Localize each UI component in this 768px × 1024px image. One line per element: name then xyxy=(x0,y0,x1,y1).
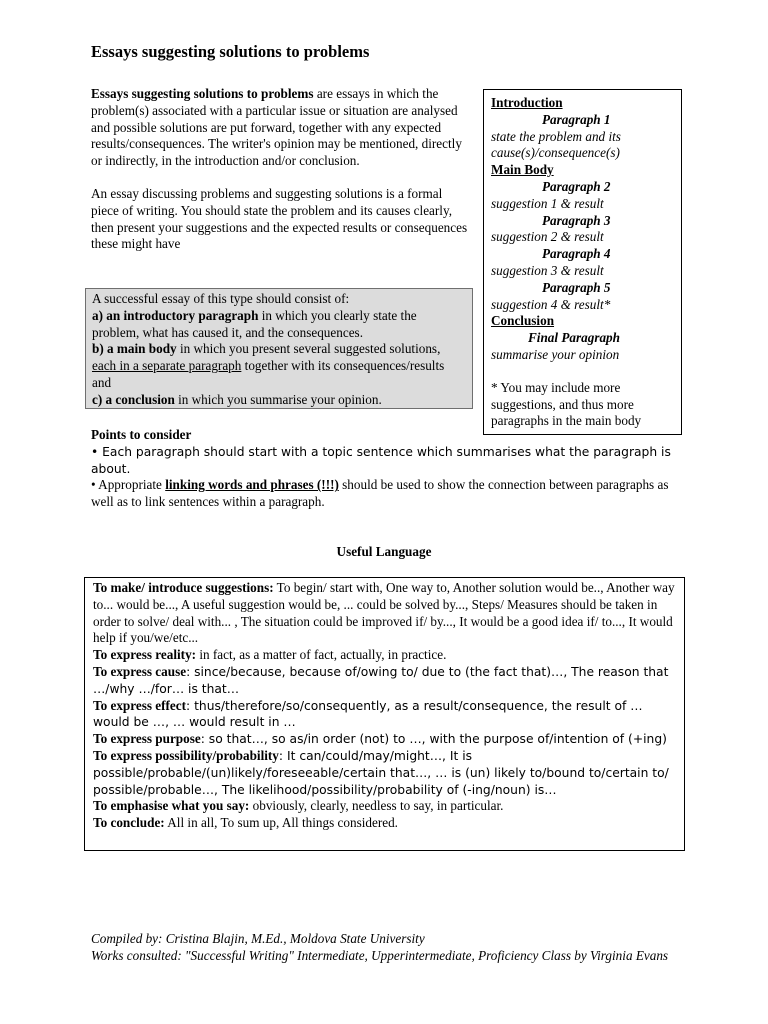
consist-b-label: b) a main body xyxy=(92,341,177,357)
footer-compiled-by: Compiled by: Cristina Blajin, M.Ed., Moldova State University xyxy=(91,931,425,946)
structure-paragraph-1: Paragraph 1 xyxy=(542,111,611,127)
consist-b-text-1: in which you present several suggested solutions, xyxy=(176,341,441,357)
consist-b-underline: each in a separate paragraph xyxy=(92,358,242,374)
structure-conclusion-heading: Conclusion xyxy=(491,313,555,329)
structure-paragraph-5: Paragraph 5 xyxy=(542,279,611,295)
footer xyxy=(91,931,691,965)
structure-final-desc: summarise your opinion xyxy=(491,346,620,362)
language-item-cause: To express cause: since/because, because of/owing to/ due to (the fact that)…, The reason that …/why …/for… is that… xyxy=(93,663,669,696)
structure-final-paragraph: Final Paragraph xyxy=(528,330,620,346)
language-item-emphasise: To emphasise what you say: obviously, clearly, needless to say, in particular. xyxy=(93,798,504,814)
language-item-reality: To express reality: in fact, as a matter of fact, actually, in practice. xyxy=(93,647,447,663)
consist-lead: A successful essay of this type should consist of: xyxy=(92,291,350,306)
footer-works-consulted: Works consulted: "Successful Writing" Intermediate, Upperintermediate, Proficiency Class by Virginia Evans xyxy=(91,947,669,963)
intro-paragraph-1 xyxy=(91,86,473,170)
points-section xyxy=(91,427,671,511)
structure-paragraph-2: Paragraph 2 xyxy=(542,178,611,194)
language-item-purpose: To express purpose: so that…, so as/in order (not) to …, with the purpose of/intention of (+ing) xyxy=(93,731,667,747)
structure-paragraph-3: Paragraph 3 xyxy=(542,212,611,228)
language-item-conclude: To conclude: All in all, To sum up, All things considered. xyxy=(93,815,398,831)
consist-c-label: c) a conclusion xyxy=(92,391,175,407)
linking-words-emphasis: linking words and phrases (!!!) xyxy=(165,477,339,493)
useful-language-box xyxy=(84,577,685,851)
essay-structure-box xyxy=(483,89,682,435)
intro-bold-term: Essays suggesting solutions to problems xyxy=(91,86,314,101)
structure-paragraph-2-desc: suggestion 1 & result xyxy=(491,195,604,211)
language-item-suggestions: To make/ introduce suggestions: To begin/ start with, One way to, Another solution would be.., Another way to... would be..., A useful suggestion would be, ... could be solved by..., Steps/ Measures should be taken in order to solve/ deal with... , The situation could be improved if/ by..., It would be a good idea if/ to..., It would help if you/we/etc... xyxy=(93,580,675,646)
intro-paragraph-2: An essay discussing problems and suggesting solutions is a formal piece of writing. You should state the problem and its causes clearly, then present your suggestions and the expected results or consequences these might have xyxy=(91,185,468,252)
structure-paragraph-3-desc: suggestion 2 & result xyxy=(491,229,604,245)
structure-paragraph-4: Paragraph 4 xyxy=(542,246,611,262)
intro-section xyxy=(91,86,473,269)
structure-paragraph-1-desc: state the problem and its cause(s)/consequence(s) xyxy=(491,128,621,161)
structure-main-body-heading: Main Body xyxy=(491,162,554,178)
essay-consist-box xyxy=(85,288,473,409)
points-bullet-2: • Appropriate linking words and phrases (!!!) should be used to show the connection between paragraphs as well as to link sentences within a paragraph. xyxy=(91,477,669,510)
useful-language-title: Useful Language xyxy=(336,544,432,559)
consist-b-text-2: together with its consequences/results and xyxy=(92,358,445,390)
language-item-possibility: To express possibility/probability: It can/could/may/might…, It is possible/probable/(un)likely/foreseeable/certain that…, … is (un) likely to/bound to/certain to/ possible/probable…, The likelihood/possibility/probability of (-ing/noun) is… xyxy=(93,747,669,797)
page-title: Essays suggesting solutions to problems xyxy=(91,42,370,61)
structure-introduction-heading: Introduction xyxy=(491,95,563,110)
consist-c-text: in which you summarise your opinion. xyxy=(174,391,382,407)
consist-a-label: a) an introductory paragraph xyxy=(92,307,259,323)
language-item-effect: To express effect: thus/therefore/so/consequently, as a result/consequence, the result of … would be …, … would result in … xyxy=(93,697,643,730)
structure-note: * You may include more suggestions, and thus more paragraphs in the main body xyxy=(491,379,642,429)
consist-a-text: in which you clearly state the problem, what has caused it, and the consequences. xyxy=(92,307,417,340)
points-bullet-1: • Each paragraph should start with a topic sentence which summarises what the paragraph is about. xyxy=(91,444,671,476)
structure-paragraph-4-desc: suggestion 3 & result xyxy=(491,262,604,278)
structure-paragraph-5-desc: suggestion 4 & result* xyxy=(491,296,611,312)
points-heading: Points to consider xyxy=(91,427,192,442)
intro-p1-text: are essays in which the problem(s) associated with a particular issue or situation are analysed and possible solutions are put forward, together with any expected results/consequences. The writer's opinion may be mentioned, directly or indirectly, in the introduction and/or conclusion. xyxy=(91,86,462,169)
